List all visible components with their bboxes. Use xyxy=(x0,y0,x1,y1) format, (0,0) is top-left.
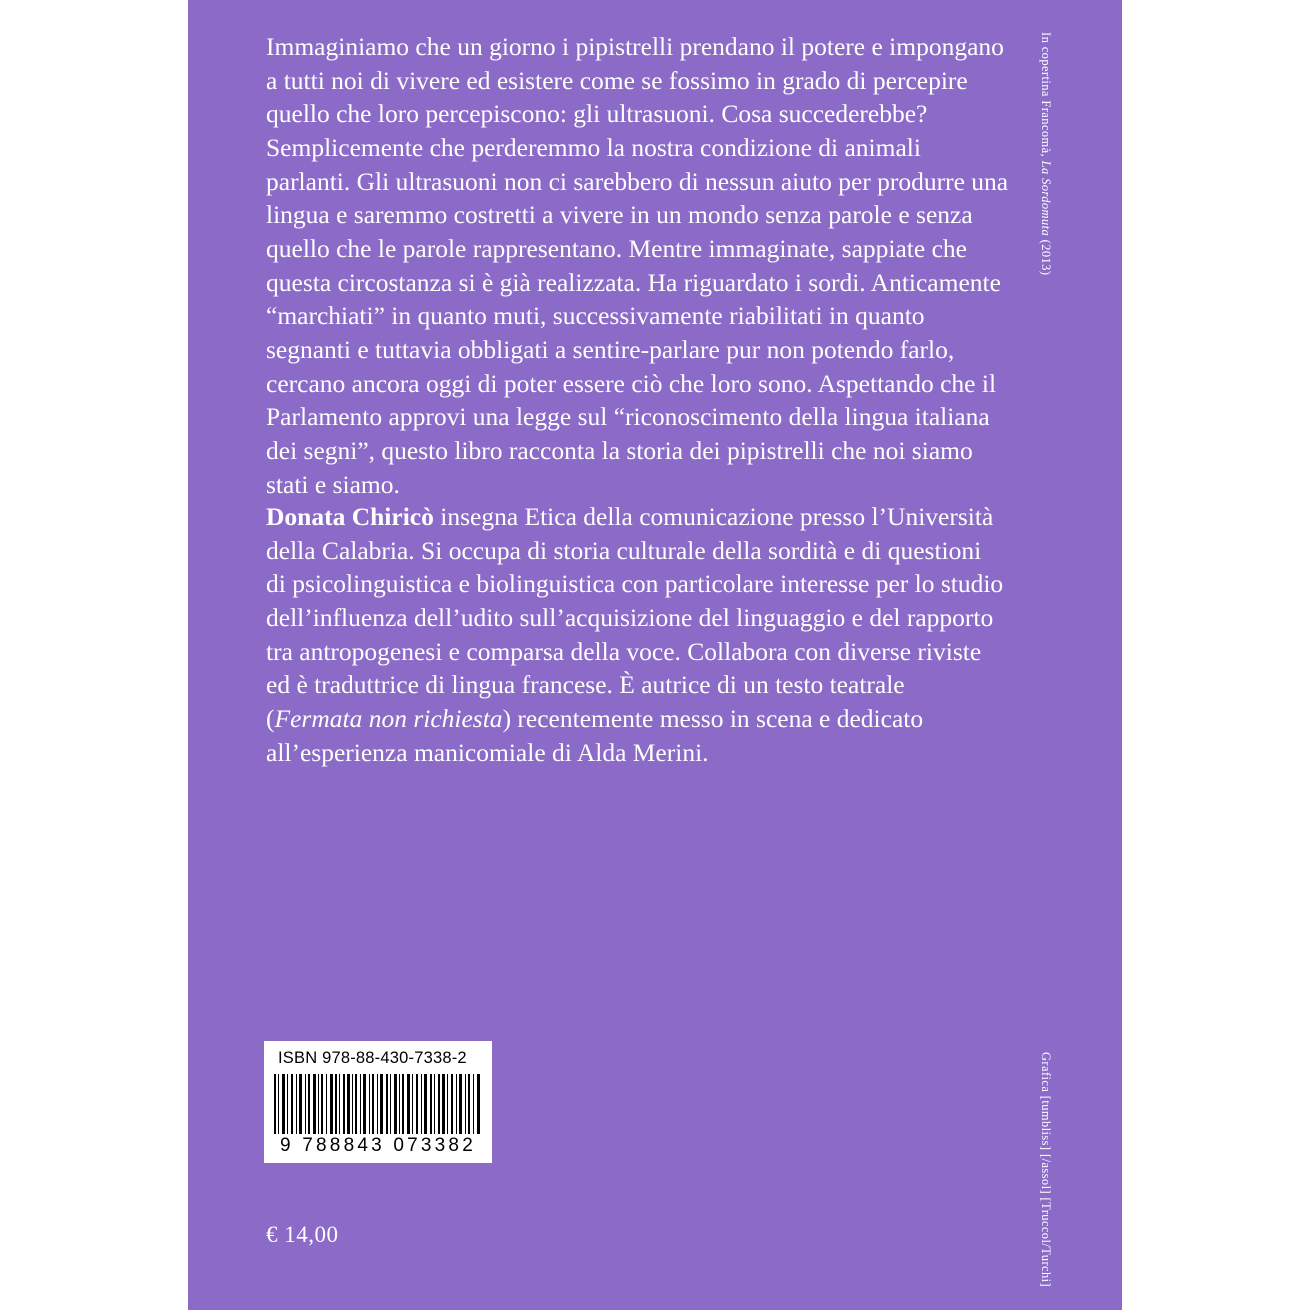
barcode-digits: 9 788843 073382 xyxy=(280,1135,476,1156)
cover-panel xyxy=(188,0,1122,1310)
cover-credit-suffix: (2013) xyxy=(1039,236,1053,276)
isbn-barcode-block xyxy=(264,1041,492,1163)
bio-text-before-title: insegna Etica della comunicazione presso l’Università della Calabria. Si occupa di storia culturale della sordità e di questioni di psicolinguistica e biolinguistica con particolare interesse per lo studio dell’influenza dell’udito sull’acquisizione del linguaggio e del rapporto tra antropogenesi e comparsa della voce. Collabora con diverse riviste ed è traduttrice di lingua francese. È autrice di un testo teatrale ( xyxy=(266,502,1004,733)
author-name: Donata Chiricò xyxy=(266,502,434,531)
cover-credit-prefix: In copertina Francomà, xyxy=(1039,32,1053,161)
design-credit: Grafica [tumbliss] [/assol] [Truccol/Turchi] xyxy=(1039,1052,1053,1288)
isbn-label: ISBN 978-88-430-7338-2 xyxy=(278,1049,467,1067)
blurb-paragraph: Immaginiamo che un giorno i pipistrelli prendano il potere e impongano a tutti noi di vivere ed esistere come se fossimo in grado di percepire quello che loro percepiscono: gli ultrasuoni. Cosa succederebbe? Semplicemente che perderemmo la nostra condizione di animali parlanti. Gli ultrasuoni non ci sarebbero di nessun aiuto per produrre una lingua e saremmo costretti a vivere in un mondo senza parole e senza quello che le parole rappresentano. Mentre immaginate, sappiate che questa circostanza si è già realizzata. Ha riguardato i sordi. Anticamente “marchiati” in quanto muti, successivamente riabilitati in quanto segnanti e tuttavia obbligati a sentire-parlare pur non potendo farlo, cercano ancora oggi di poter essere ciò che loro sono. Aspettando che il Parlamento approvi una legge sul “riconoscimento della lingua italiana dei segni”, questo libro racconta la storia dei pipistrelli che noi siamo stati e siamo. xyxy=(266,32,1009,499)
play-title: Fermata non richiesta xyxy=(274,703,503,733)
barcode-icon xyxy=(274,1074,482,1134)
blurb-text xyxy=(266,30,1011,529)
author-bio xyxy=(266,500,1006,769)
price-label: € 14,00 xyxy=(266,1222,339,1247)
author-bio-paragraph xyxy=(266,500,1006,769)
bio-text-after-title: ) recentemente messo in scena e dedicato all’esperienza manicomiale di Alda Merini. xyxy=(266,703,924,767)
cover-credit-artwork-title: La Sordomuta xyxy=(1039,160,1053,237)
cover-image-credit xyxy=(1038,32,1053,275)
